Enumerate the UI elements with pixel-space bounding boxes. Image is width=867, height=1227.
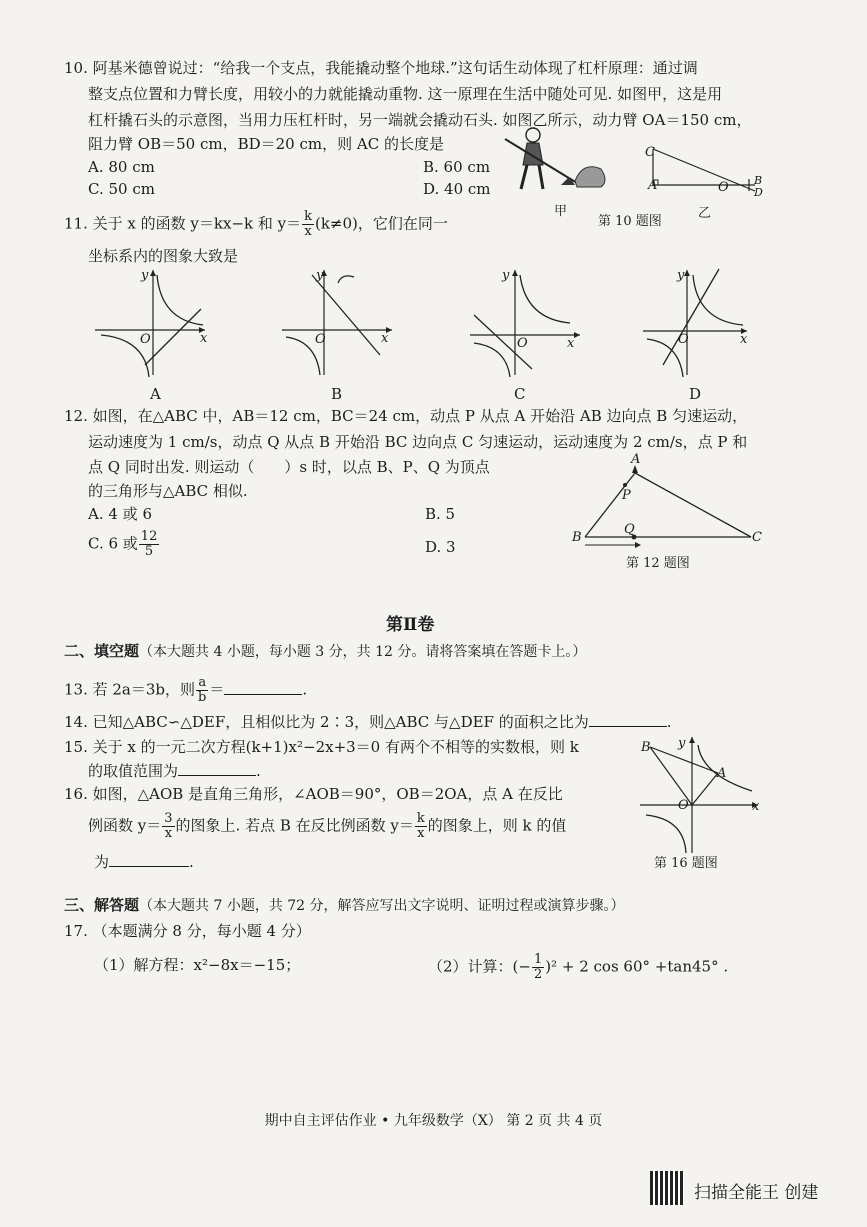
q10-figure-jia <box>505 125 615 200</box>
q12-line2: 运动速度为 1 cm/s，动点 Q 从点 B 开始沿 BC 边向点 C 匀速运动，运动速度为 2 cm/s，点 P 和 <box>88 433 748 451</box>
q11-b-axis-x: x <box>381 331 389 346</box>
section2-title: 第Ⅱ卷 <box>386 615 435 635</box>
page-footer: 期中自主评估作业 • 九年级数学（X） 第 2 页 共 4 页 <box>264 1113 603 1129</box>
q11-d-axis-y: y <box>677 268 685 283</box>
q10-point-a: A <box>648 178 658 193</box>
q11-graph-a <box>95 265 215 380</box>
q11-d-axis-x: x <box>740 332 748 347</box>
q11-graph-c <box>470 265 590 380</box>
q16-axis-y: y <box>678 736 686 751</box>
q14-text: 14. 已知△ABC∽△DEF，且相似比为 2∶3，则△ABC 与△DEF 的面积之比为 . <box>64 713 672 731</box>
q11-label-d: D <box>689 385 702 403</box>
q10-figure-caption: 第 10 题图 <box>598 214 662 229</box>
q11-label-b: B <box>331 385 343 403</box>
q11-a-axis-x: x <box>200 331 208 346</box>
q16-origin: O <box>678 798 689 813</box>
scanner-watermark: 扫描全能王 创建 <box>694 1183 819 1203</box>
q10-option-b: B. 60 cm <box>423 158 491 176</box>
q16-line3: 为 . <box>94 853 194 871</box>
q11-a-origin: O <box>140 332 151 347</box>
q10-line3: 杠杆撬石头的示意图，当用力压杠杆时，另一端就会撬动石头. 如图乙所示，动力臂 OA＝150 cm， <box>88 111 752 129</box>
q10-fig-yi-label: 乙 <box>698 206 712 221</box>
q10-line4: 阻力臂 OB＝50 cm，BD＝20 cm，则 AC 的长度是 <box>88 135 444 153</box>
q10-line2: 整支点位置和力臂长度，用较小的力就能撬动重物. 这一原理在生活中随处可见. 如图甲，这是用 <box>88 85 723 103</box>
q10-point-c: C <box>645 145 655 160</box>
q10-point-d: D <box>754 186 763 199</box>
q16-figure <box>640 735 765 855</box>
q15-line2: 的取值范围为 . <box>88 762 261 780</box>
q12-option-d: D. 3 <box>425 538 456 556</box>
q16-point-b: B <box>641 740 651 755</box>
q12-point-b: B <box>572 530 582 545</box>
q12-point-q: Q <box>624 522 635 537</box>
q16-answer-blank <box>109 852 189 867</box>
q17-fraction: $\frac{1}{2}$ <box>533 952 543 982</box>
q13-answer-blank <box>224 680 302 695</box>
q16-line2: 例函数 y＝ $\frac{3}{x}$ 的图象上. 若点 B 在反比例函数 y＝ $\frac{k}{x}$ 的图象上，则 k 的值 <box>88 811 567 841</box>
q11-graph-d <box>643 265 763 380</box>
q16-axis-x: x <box>752 799 760 814</box>
q12-option-c: C. 6 或 $\frac{12}{5}$ <box>88 529 158 559</box>
q12-point-p: P <box>622 488 631 503</box>
q13-fraction: $\frac{a}{b}$ <box>198 675 207 705</box>
q16-line1: 16. 如图，△AOB 是直角三角形，∠AOB＝90°，OB＝2OA，点 A 在反比 <box>64 785 563 803</box>
q14-answer-blank <box>589 712 667 727</box>
q11-label-a: A <box>150 385 161 403</box>
q10-option-c: C. 50 cm <box>88 180 155 198</box>
q12-point-c: C <box>752 530 762 545</box>
q16-fraction-1: $\frac{3}{x}$ <box>164 811 173 841</box>
q15-answer-blank <box>178 761 256 776</box>
q11-line2: 坐标系内的图象大致是 <box>88 247 239 265</box>
section3-heading: 三、解答题（本大题共 7 小题，共 72 分，解答应写出文字说明、证明过程或演算步骤。） <box>64 896 625 914</box>
q10-line1: 10. 阿基米德曾说过：“给我一个支点，我能撬动整个地球.”这句话生动体现了杠杆原理：通过调 <box>64 59 698 77</box>
q10-option-a: A. 80 cm <box>88 158 155 176</box>
q11-label-c: C <box>514 385 526 403</box>
qr-code-icon <box>650 1171 684 1205</box>
q16-point-a: A <box>717 766 727 781</box>
q11-b-axis-y: y <box>316 268 324 283</box>
q12-triangle-figure <box>585 455 755 555</box>
q10-figure-yi <box>645 145 765 195</box>
q10-point-b: B <box>754 174 763 187</box>
q11-c-axis-x: x <box>567 336 575 351</box>
q12-option-b: B. 5 <box>425 505 456 523</box>
q11-b-origin: O <box>315 332 326 347</box>
q12-line3: 点 Q 同时出发. 则运动（ ）s 时，以点 B、P、Q 为顶点 <box>88 458 490 476</box>
q12-line4: 的三角形与△ABC 相似. <box>88 482 248 500</box>
section2-heading: 二、填空题（本大题共 4 小题，每小题 3 分，共 12 分。请将答案填在答题卡上。） <box>64 642 587 660</box>
q17-part2: （2）计算：(− $\frac{1}{2}$ )² + 2 cos 60° +tan45° . <box>428 952 729 982</box>
q11-d-origin: O <box>678 332 689 347</box>
q13-text: 13. 若 2a＝3b，则 $\frac{a}{b}$ ＝ . <box>64 675 308 705</box>
q16-figure-caption: 第 16 题图 <box>654 856 718 871</box>
q12-option-a: A. 4 或 6 <box>88 505 152 523</box>
q10-option-d: D. 40 cm <box>423 180 491 198</box>
q17-stem: 17. （本题满分 8 分，每小题 4 分） <box>64 922 311 940</box>
q12-figure-caption: 第 12 题图 <box>626 556 690 571</box>
q11-c-origin: O <box>517 336 528 351</box>
q10-point-o: O <box>718 180 729 195</box>
q12-point-a: A <box>631 452 641 467</box>
q11-stem: 11. 关于 x 的函数 y＝kx−k 和 y＝ $\frac{k}{x}$ (k≠0)，它们在同一 <box>64 209 448 239</box>
q12-option-c-fraction: $\frac{12}{5}$ <box>140 529 158 559</box>
q12-line1: 12. 如图，在△ABC 中，AB＝12 cm，BC＝24 cm，动点 P 从点 A 开始沿 AB 边向点 B 匀速运动， <box>64 407 748 425</box>
q17-part1: （1）解方程：x²−8x＝−15； <box>94 956 301 974</box>
q15-line1: 15. 关于 x 的一元二次方程(k+1)x²−2x+3＝0 有两个不相等的实数根，则 k <box>64 738 579 756</box>
q16-fraction-2: $\frac{k}{x}$ <box>416 811 425 841</box>
q11-c-axis-y: y <box>502 268 510 283</box>
q11-fraction: $\frac{k}{x}$ <box>304 209 312 239</box>
q11-graph-b <box>282 265 402 380</box>
q11-a-axis-y: y <box>141 268 149 283</box>
q10-fig-jia-label: 甲 <box>554 204 568 219</box>
